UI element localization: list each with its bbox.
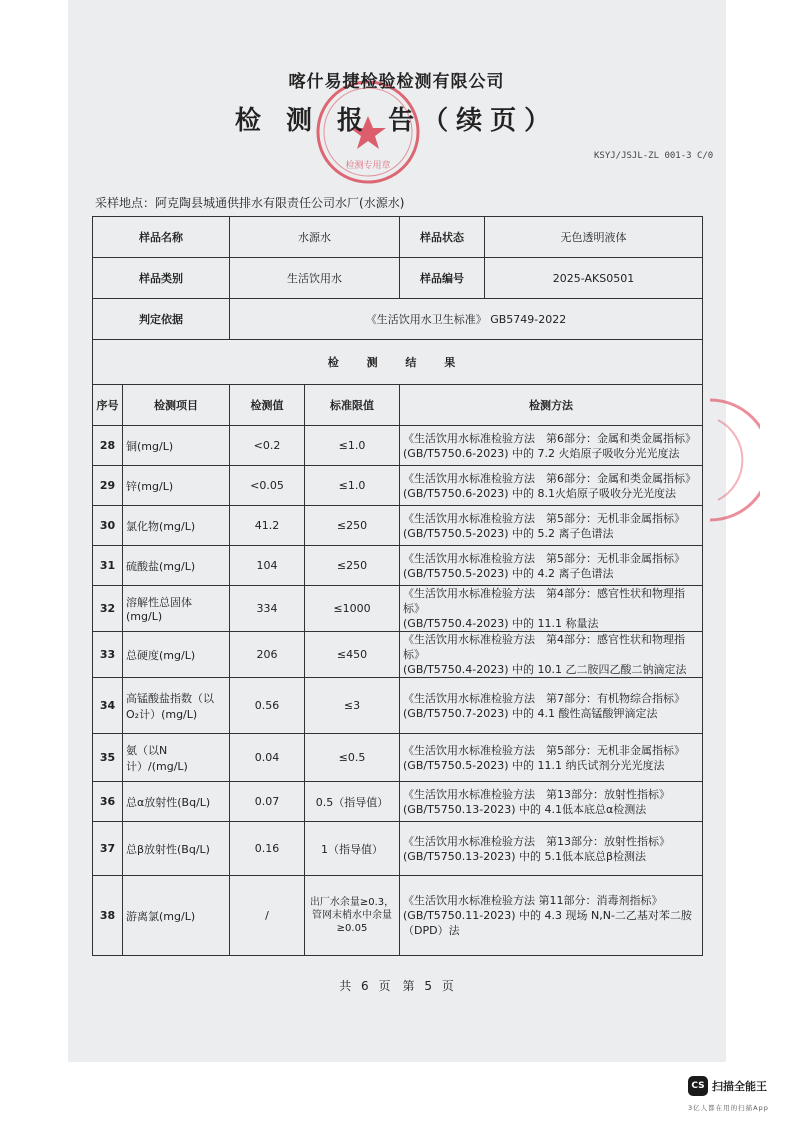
row-method <box>400 586 703 632</box>
col-item-header: 检测项目 <box>123 385 230 426</box>
row-method-detail: (GB/T5750.4-2023) 中的 11.1 称量法 <box>403 617 599 630</box>
row-item: 氨（以N计）/(mg/L) <box>123 734 230 782</box>
basis-label: 判定依据 <box>93 299 230 340</box>
info-row-2 <box>93 258 703 299</box>
row-limit: ≤250 <box>305 506 400 546</box>
row-item: 高锰酸盐指数（以O₂计）(mg/L) <box>123 678 230 734</box>
info-row-1 <box>93 217 703 258</box>
table-row <box>93 466 703 506</box>
table-row <box>93 822 703 876</box>
row-no: 33 <box>93 632 123 678</box>
row-value: <0.05 <box>230 466 305 506</box>
row-method <box>400 546 703 586</box>
row-item: 氯化物(mg/L) <box>123 506 230 546</box>
sample-type-value: 生活饮用水 <box>230 258 400 299</box>
sample-type-label: 样品类别 <box>93 258 230 299</box>
info-row-3 <box>93 299 703 340</box>
row-item: 总α放射性(Bq/L) <box>123 782 230 822</box>
table-row <box>93 876 703 956</box>
row-method <box>400 678 703 734</box>
row-item: 游离氯(mg/L) <box>123 876 230 956</box>
row-method <box>400 632 703 678</box>
row-value: 334 <box>230 586 305 632</box>
row-method-standard: 《生活饮用水标准检验方法 第11部分：消毒剂指标》 <box>403 894 663 907</box>
row-method-standard: 《生活饮用水标准检验方法 第5部分：无机非金属指标》 <box>403 743 685 757</box>
row-method <box>400 734 703 782</box>
row-limit: ≤1.0 <box>305 426 400 466</box>
row-no: 38 <box>93 876 123 956</box>
camscanner-logo-icon: CS <box>688 1076 708 1096</box>
row-item: 锌(mg/L) <box>123 466 230 506</box>
row-method <box>400 466 703 506</box>
row-value: 0.16 <box>230 822 305 876</box>
col-no-header: 序号 <box>93 385 123 426</box>
row-method-detail: (GB/T5750.5-2023) 中的 4.2 离子色谱法 <box>403 566 614 580</box>
app-name: 扫描全能王 <box>712 1080 767 1093</box>
row-limit: ≤3 <box>305 678 400 734</box>
col-value-header: 检测值 <box>230 385 305 426</box>
app-slogan: 3亿人都在用的扫描App <box>688 1104 769 1112</box>
edge-seal-stamp <box>700 395 760 525</box>
row-method-standard: 《生活饮用水标准检验方法 第7部分：有机物综合指标》 <box>403 691 685 705</box>
row-no: 28 <box>93 426 123 466</box>
sample-state-value: 无色透明液体 <box>560 231 627 244</box>
row-method-standard: 《生活饮用水标准检验方法 第6部分：金属和类金属指标》 <box>403 431 696 445</box>
sample-name-value: 水源水 <box>230 217 400 258</box>
company-name: 喀什易捷检验检测有限公司 <box>288 72 505 92</box>
row-no: 30 <box>93 506 123 546</box>
row-no: 31 <box>93 546 123 586</box>
row-value: 0.56 <box>230 678 305 734</box>
table-row <box>93 734 703 782</box>
row-method <box>400 782 703 822</box>
row-method-standard: 《生活饮用水标准检验方法 第5部分：无机非金属指标》 <box>403 511 685 525</box>
svg-text:检测专用章: 检测专用章 <box>345 161 391 171</box>
sampling-location-value: 阿克陶县城通供排水有限责任公司水厂(水源水) <box>155 196 405 210</box>
row-no: 35 <box>93 734 123 782</box>
row-no: 32 <box>93 586 123 632</box>
sampling-location <box>95 194 404 211</box>
results-section-row <box>93 340 703 385</box>
sample-state-label: 样品状态 <box>400 217 485 257</box>
row-limit: ≤250 <box>305 546 400 586</box>
row-value: 206 <box>230 632 305 678</box>
results-title: 检 测 结 果 <box>93 340 703 385</box>
table-row <box>93 678 703 734</box>
row-value: / <box>230 876 305 956</box>
row-no: 36 <box>93 782 123 822</box>
row-limit: ≤0.5 <box>305 734 400 782</box>
row-method-standard: 《生活饮用水标准检验方法 第4部分：感官性状和物理指标》 <box>403 587 685 615</box>
row-item: 铜(mg/L) <box>123 426 230 466</box>
sampling-location-label: 采样地点： <box>95 196 156 210</box>
row-value: 41.2 <box>230 506 305 546</box>
sample-no-label: 样品编号 <box>400 258 485 298</box>
row-method-detail: (GB/T5750.13-2023) 中的 4.1低本底总α检测法 <box>403 802 647 816</box>
table-row <box>93 632 703 678</box>
row-value: 0.04 <box>230 734 305 782</box>
table-row <box>93 506 703 546</box>
row-limit: ≤1000 <box>305 586 400 632</box>
sample-name-label: 样品名称 <box>93 217 230 258</box>
table-row <box>93 782 703 822</box>
row-method-standard: 《生活饮用水标准检验方法 第13部分：放射性指标》 <box>403 834 670 848</box>
row-method-detail: (GB/T5750.6-2023) 中的 7.2 火焰原子吸收分光光度法 <box>403 446 680 460</box>
row-limit: 1（指导值） <box>305 822 400 876</box>
row-method-detail: (GB/T5750.5-2023) 中的 5.2 离子色谱法 <box>403 526 614 540</box>
row-method-detail: (GB/T5750.7-2023) 中的 4.1 酸性高锰酸钾滴定法 <box>403 706 658 720</box>
sample-no-value: 2025-AKS0501 <box>552 271 635 285</box>
row-method-detail: (GB/T5750.6-2023) 中的 8.1火焰原子吸收分光光度法 <box>403 486 677 500</box>
row-item: 总β放射性(Bq/L) <box>123 822 230 876</box>
row-limit: ≤1.0 <box>305 466 400 506</box>
row-limit: ≤450 <box>305 632 400 678</box>
page-footer: 共 6 页 第 5 页 <box>339 979 454 993</box>
row-method-standard: 《生活饮用水标准检验方法 第13部分：放射性指标》 <box>403 787 670 801</box>
row-method-detail: (GB/T5750.11-2023) 中的 4.3 现场 N,N-二乙基对苯二胺（DPD）法 <box>403 909 692 937</box>
table-row <box>93 426 703 466</box>
row-no: 37 <box>93 822 123 876</box>
row-limit: 出厂水余量≥0.3，管网末梢水中余量≥0.05 <box>305 876 400 956</box>
row-method-standard: 《生活饮用水标准检验方法 第6部分：金属和类金属指标》 <box>403 471 696 485</box>
basis-value: 《生活饮用水卫生标准》 GB5749-2022 <box>230 299 703 340</box>
row-method-standard: 《生活饮用水标准检验方法 第4部分：感官性状和物理指标》 <box>403 633 685 661</box>
row-method <box>400 822 703 876</box>
col-limit-header: 标准限值 <box>305 385 400 426</box>
row-item: 溶解性总固体(mg/L) <box>123 586 230 632</box>
row-method-detail: (GB/T5750.4-2023) 中的 10.1 乙二胺四乙酸二钠滴定法 <box>403 663 687 676</box>
row-value: 0.07 <box>230 782 305 822</box>
app-watermark <box>688 1076 767 1096</box>
row-method <box>400 426 703 466</box>
row-value: 104 <box>230 546 305 586</box>
row-item: 总硬度(mg/L) <box>123 632 230 678</box>
row-no: 29 <box>93 466 123 506</box>
row-method <box>400 506 703 546</box>
row-method-detail: (GB/T5750.13-2023) 中的 5.1低本底总β检测法 <box>403 849 647 863</box>
row-value: <0.2 <box>230 426 305 466</box>
table-row <box>93 546 703 586</box>
row-limit: 0.5（指导值） <box>305 782 400 822</box>
report-table <box>92 216 703 956</box>
column-header-row <box>93 385 703 426</box>
report-title: 检 测 报 告（续页） <box>234 106 559 136</box>
row-method <box>400 876 703 956</box>
document-number: KSYJ/JSJL-ZL 001-3 C/0 <box>594 151 714 161</box>
row-no: 34 <box>93 678 123 734</box>
row-method-detail: (GB/T5750.5-2023) 中的 11.1 纳氏试剂分光光度法 <box>403 758 665 772</box>
table-row <box>93 586 703 632</box>
col-method-header: 检测方法 <box>400 385 703 426</box>
result-rows <box>93 426 703 956</box>
row-method-standard: 《生活饮用水标准检验方法 第5部分：无机非金属指标》 <box>403 551 685 565</box>
row-item: 硫酸盐(mg/L) <box>123 546 230 586</box>
